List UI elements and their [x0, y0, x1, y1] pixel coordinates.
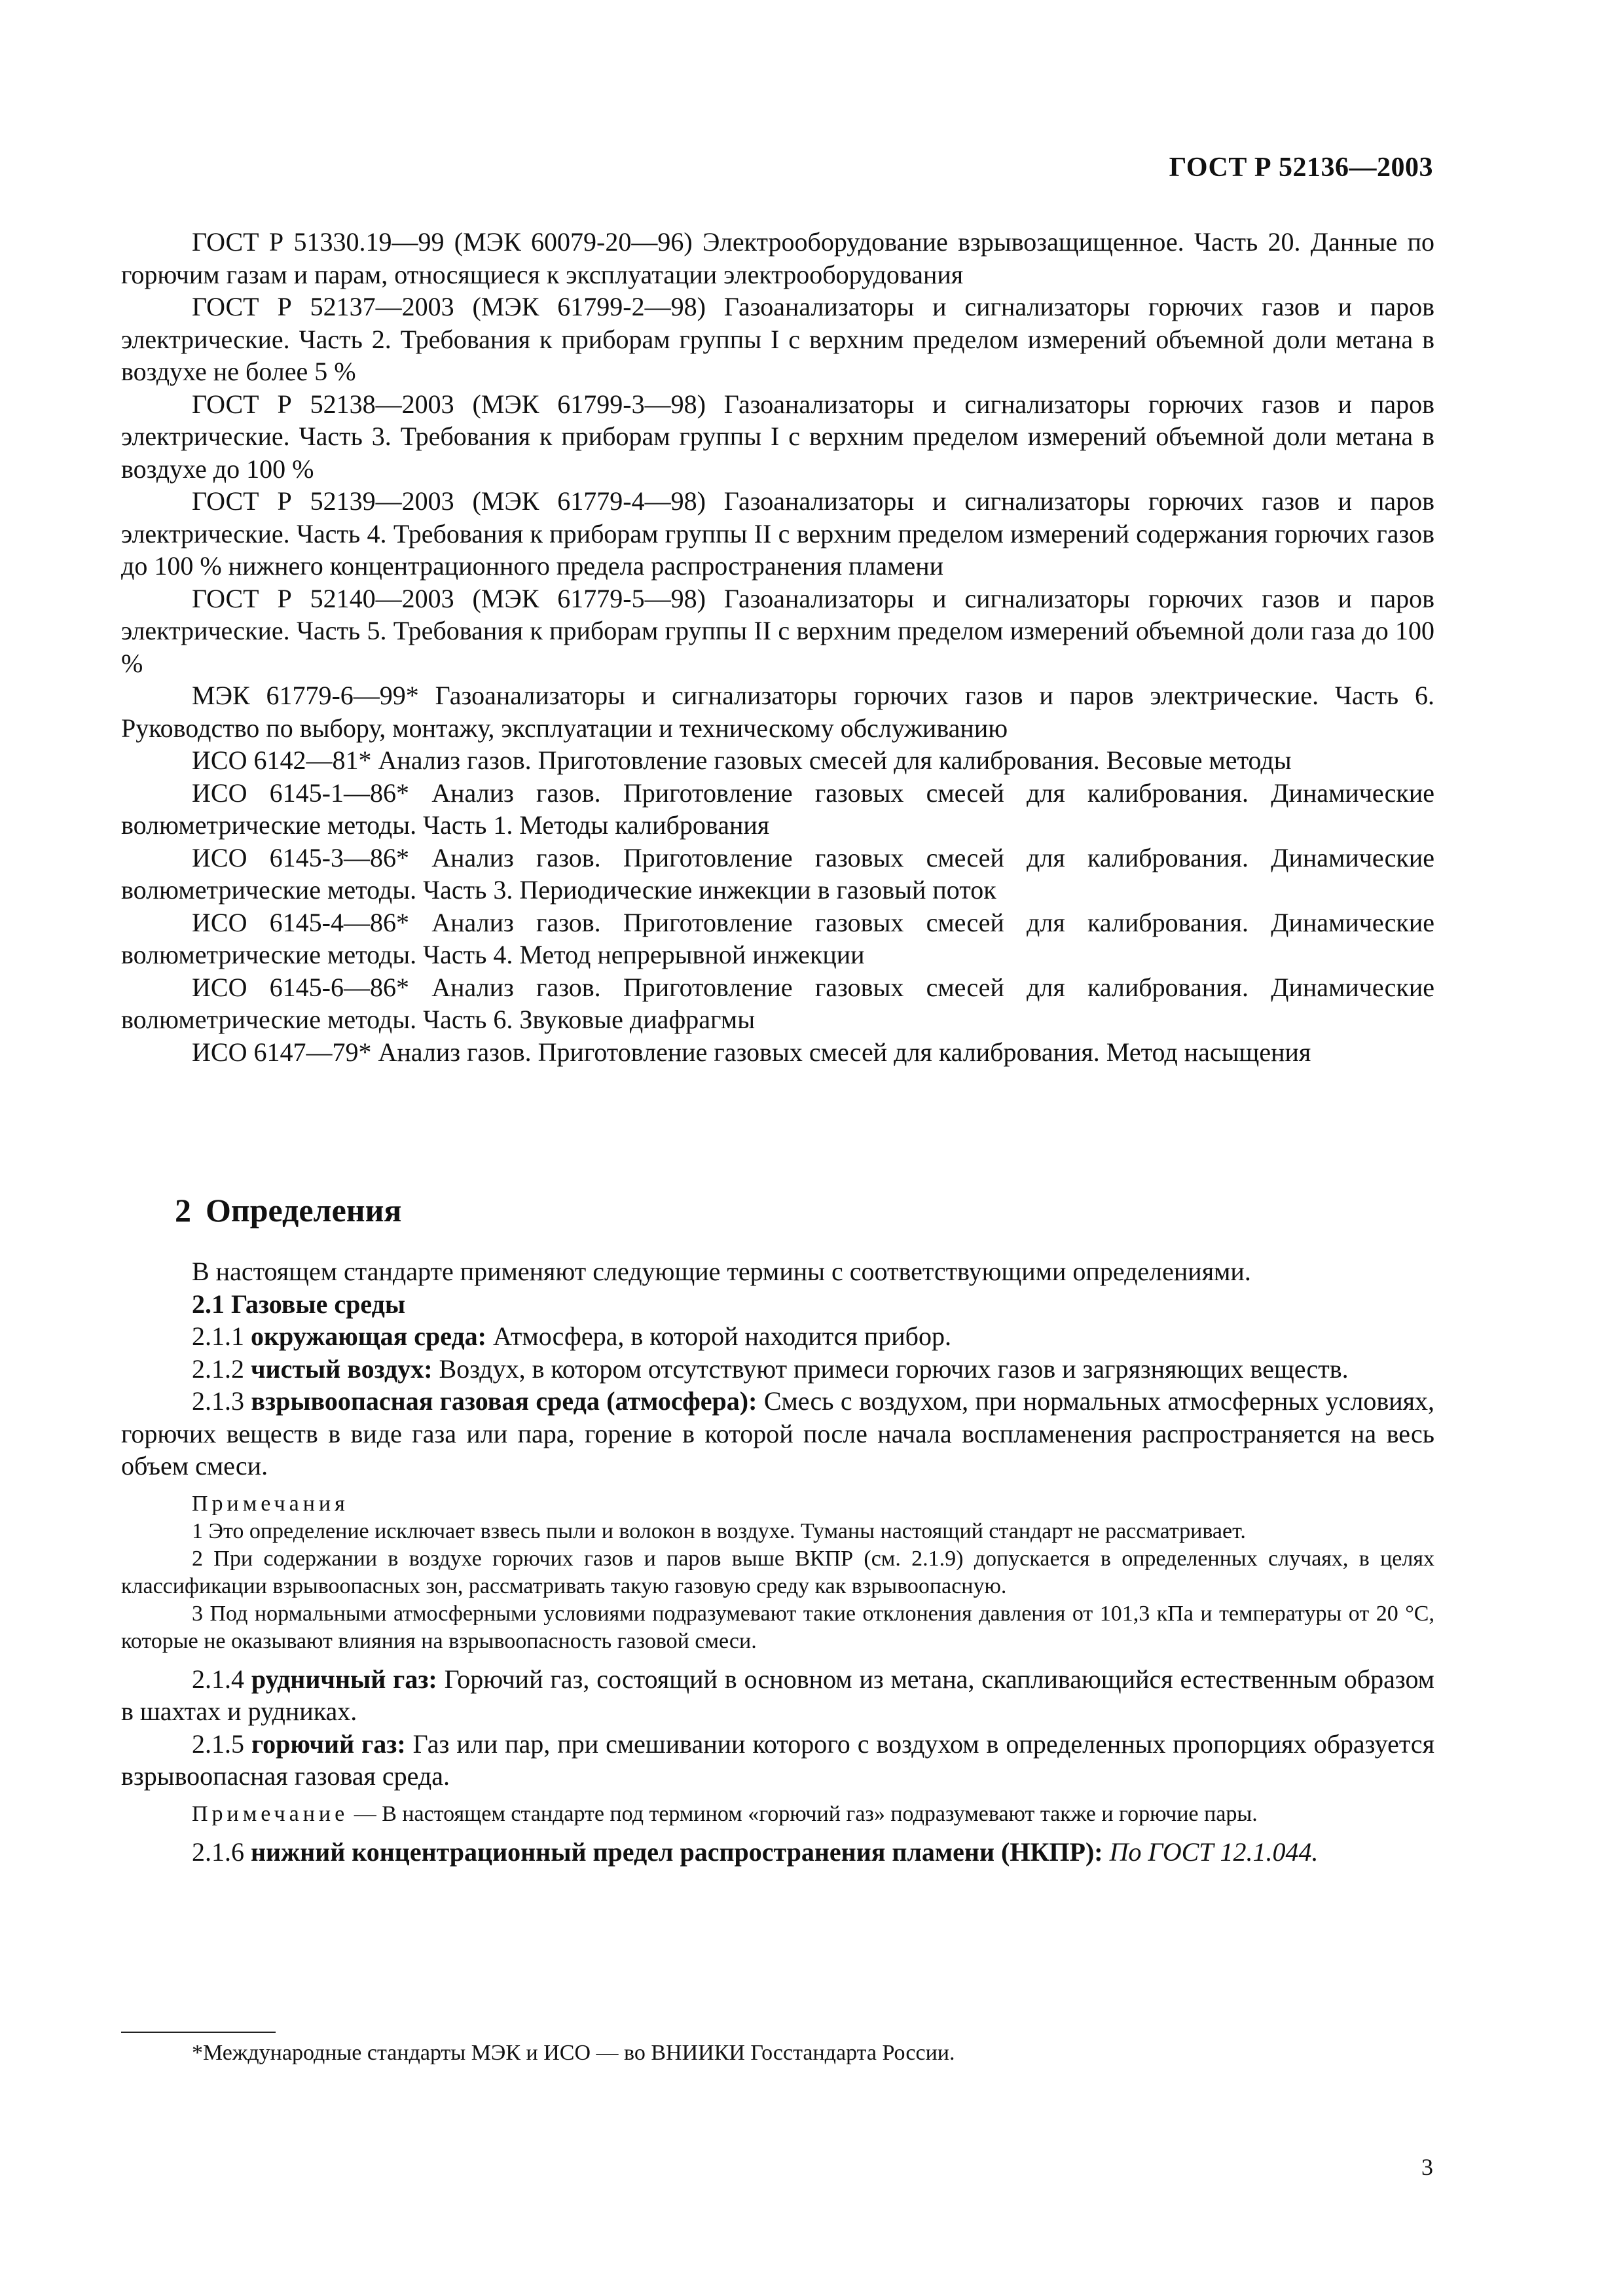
- section-title: Определения: [206, 1192, 402, 1229]
- reference-item: ГОСТ Р 52139—2003 (МЭК 61779-4—98) Газоанализаторы и сигнализаторы горючих газов и паров электрические. Часть 4. Требования к приборам группы II с верхним пределом измерений содержания горючих газов до 100 % нижнего концентрационного предела распространения пламени: [121, 486, 1434, 581]
- reference-item: МЭК 61779-6—99* Газоанализаторы и сигнализаторы горючих газов и паров электрические. Часть 6. Руководство по выбору, монтажу, эксплуатации и техническому обслуживанию: [121, 681, 1434, 743]
- footnote: *Международные стандарты МЭК и ИСО — во ВНИИКИ Госстандарта России.: [192, 2041, 955, 2065]
- subsection-number: 2.1: [192, 1289, 225, 1319]
- definition-term: окружающая среда:: [251, 1321, 486, 1351]
- definition-2-1-2: [121, 1353, 1434, 1386]
- reference-item: ИСО 6145-1—86* Анализ газов. Приготовление газовых смесей для калибрования. Динамические волюметрические методы. Часть 1. Методы калибрования: [121, 778, 1434, 840]
- footnote-divider: [121, 2032, 276, 2033]
- notes-block: [121, 1490, 1434, 1655]
- reference-item: ИСО 6147—79* Анализ газов. Приготовление газовых смесей для калибрования. Метод насыщения: [192, 1037, 1311, 1067]
- definition-number: 2.1.1: [192, 1321, 244, 1351]
- document-header: ГОСТ Р 52136—2003: [1169, 152, 1433, 183]
- note-text: — В настоящем стандарте под термином «горючий газ» подразумевают также и горючие пары.: [354, 1801, 1258, 1826]
- definition-term: горючий газ:: [251, 1729, 406, 1759]
- definition-text: Газ или пар, при смешивании которого с воздухом в определенных пропорциях образуется взрывоопасная газовая среда.: [121, 1729, 1434, 1791]
- definition-number: 2.1.4: [192, 1664, 244, 1694]
- reference-item: ГОСТ Р 52138—2003 (МЭК 61799-3—98) Газоанализаторы и сигнализаторы горючих газов и паров электрические. Часть 3. Требования к приборам группы I с верхним пределом измерений объемной доли метана в воздухе до 100 %: [121, 389, 1434, 484]
- definition-text: По ГОСТ 12.1.044.: [1109, 1837, 1319, 1867]
- definition-number: 2.1.5: [192, 1729, 244, 1759]
- reference-item: ИСО 6142—81* Анализ газов. Приготовление газовых смесей для калибрования. Весовые методы: [192, 745, 1292, 775]
- section-intro: В настоящем стандарте применяют следующие термины с соответствующими определениями.: [192, 1257, 1251, 1286]
- note-item: 1 Это определение исключает взвесь пыли и волокон в воздухе. Туманы настоящий стандарт не рассматривает.: [192, 1518, 1246, 1543]
- definition-number: 2.1.3: [192, 1386, 244, 1416]
- definitions-section: [121, 1255, 1434, 1868]
- definition-2-1-3: [121, 1385, 1434, 1482]
- definition-text: Горючий газ, состоящий в основном из метана, скапливающийся естественным образом в шахтах и рудниках.: [121, 1664, 1434, 1726]
- definition-number: 2.1.6: [192, 1837, 244, 1867]
- subsection-title: Газовые среды: [231, 1289, 406, 1319]
- definition-text: Воздух, в котором отсутствуют примеси горючих газов и загрязняющих веществ.: [439, 1354, 1349, 1384]
- definition-2-1-4: [121, 1663, 1434, 1728]
- definition-2-1-1: [121, 1320, 1434, 1353]
- definition-2-1-5: [121, 1728, 1434, 1793]
- definition-term: чистый воздух:: [251, 1354, 433, 1384]
- note-item: 2 При содержании в воздухе горючих газов и паров выше ВКПР (см. 2.1.9) допускается в определенных случаях, в целях классификации взрывоопасных зон, рассматривать такую газовую среду как взрывоопасную.: [121, 1546, 1434, 1598]
- definition-number: 2.1.2: [192, 1354, 244, 1384]
- notes-title: Примечания: [192, 1491, 349, 1516]
- note-label: Примечание: [192, 1801, 349, 1826]
- definition-text: Атмосфера, в которой находится прибор.: [493, 1321, 951, 1351]
- section-number: 2: [175, 1192, 191, 1229]
- reference-item: ГОСТ Р 52137—2003 (МЭК 61799-2—98) Газоанализаторы и сигнализаторы горючих газов и паров электрические. Часть 2. Требования к приборам группы I с верхним пределом измерений объемной доли метана в воздухе не более 5 %: [121, 292, 1434, 386]
- note-item: 3 Под нормальными атмосферными условиями подразумевают такие отклонения давления от 101,3 кПа и температуры от 20 °С, которые не оказывают влияния на взрывоопасность газовой смеси.: [121, 1601, 1434, 1653]
- page-number: 3: [1421, 2154, 1433, 2180]
- reference-item: ИСО 6145-4—86* Анализ газов. Приготовление газовых смесей для калибрования. Динамические волюметрические методы. Часть 4. Метод непрерывной инжекции: [121, 907, 1434, 969]
- definition-term: взрывоопасная газовая среда (атмосфера):: [251, 1386, 757, 1416]
- definition-text: Смесь с воздухом, при нормальных атмосферных условиях, горючих веществ в виде газа или пара, горение в которой после начала воспламенения распространяется на весь объем смеси.: [121, 1386, 1435, 1480]
- reference-item: ГОСТ Р 52140—2003 (МЭК 61779-5—98) Газоанализаторы и сигнализаторы горючих газов и паров электрические. Часть 5. Требования к приборам группы II с верхним пределом измерений объемной доли газа до 100 %: [121, 583, 1434, 678]
- reference-item: ИСО 6145-3—86* Анализ газов. Приготовление газовых смесей для калибрования. Динамические волюметрические методы. Часть 3. Периодические инжекции в газовый поток: [121, 842, 1434, 905]
- definition-term: нижний концентрационный предел распространения пламени (НКПР):: [251, 1837, 1103, 1867]
- note-2-1-5: [121, 1801, 1434, 1828]
- definition-term: рудничный газ:: [251, 1664, 437, 1694]
- subsection-heading: [121, 1288, 1434, 1321]
- reference-item: ИСО 6145-6—86* Анализ газов. Приготовление газовых смесей для калибрования. Динамические волюметрические методы. Часть 6. Звуковые диафрагмы: [121, 972, 1434, 1034]
- definition-2-1-6: [121, 1836, 1434, 1869]
- section-heading: [175, 1191, 401, 1229]
- normative-references: [121, 226, 1434, 1068]
- reference-item: ГОСТ Р 51330.19—99 (МЭК 60079-20—96) Электрооборудование взрывозащищенное. Часть 20. Данные по горючим газам и парам, относящиеся к эксплуатации электрооборудования: [121, 227, 1434, 289]
